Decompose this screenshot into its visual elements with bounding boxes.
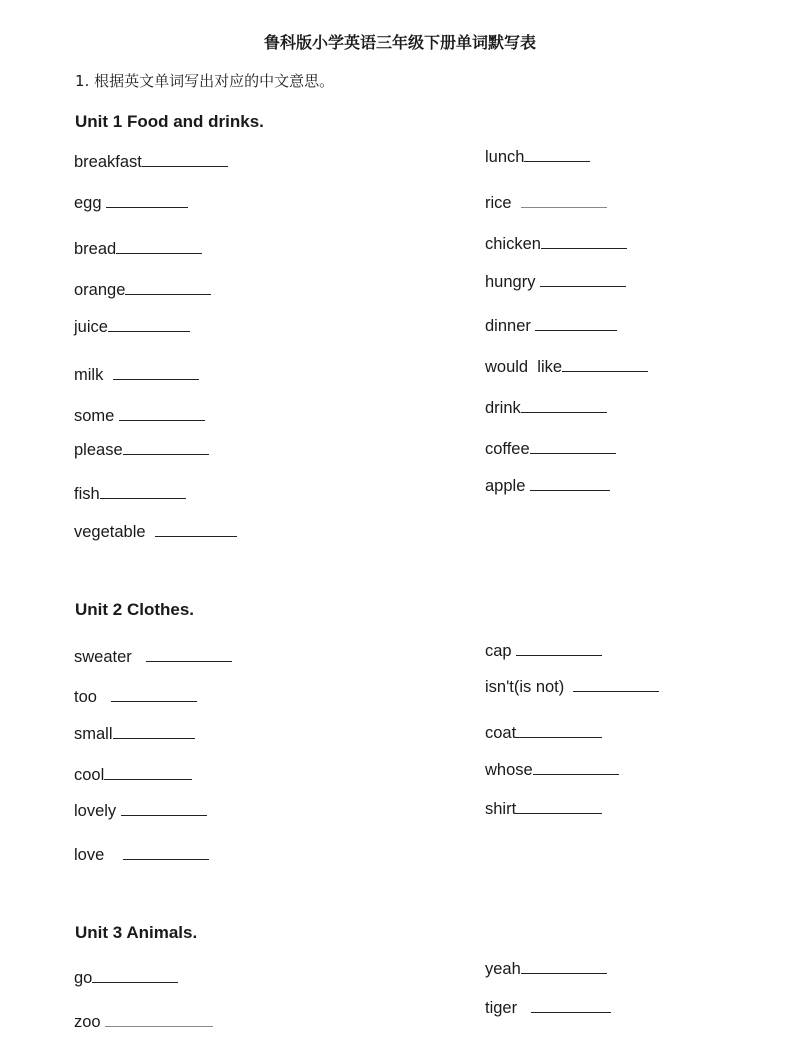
word-label: hungry (485, 273, 541, 291)
word-item (74, 722, 195, 744)
instruction-text: 1. 根据英文单词写出对应的中文意思。 (75, 72, 335, 90)
word-label: coffee (485, 440, 530, 458)
word-label: fish (74, 485, 100, 503)
word-item (485, 191, 607, 213)
word-label: isn't(is not) (485, 678, 574, 696)
word-label: love (74, 846, 123, 864)
answer-blank[interactable] (100, 482, 186, 499)
word-item (74, 482, 186, 504)
answer-blank[interactable] (106, 191, 188, 208)
answer-blank[interactable] (521, 396, 607, 413)
word-item (485, 996, 611, 1018)
word-label: would like (485, 358, 563, 376)
answer-blank[interactable] (119, 404, 205, 421)
word-label: yeah (485, 960, 521, 978)
page-title: 鲁科版小学英语三年级下册单词默写表 (263, 33, 536, 52)
answer-blank[interactable] (516, 721, 602, 738)
word-label: tiger (485, 999, 531, 1017)
answer-blank[interactable] (530, 474, 610, 491)
word-item (74, 363, 199, 385)
word-label: juice (74, 318, 108, 336)
answer-blank[interactable] (108, 315, 190, 332)
word-label: milk (74, 366, 113, 384)
word-item (485, 314, 617, 336)
unit-3-heading: Unit 3 Animals. (75, 923, 198, 942)
word-item (74, 191, 188, 213)
answer-blank[interactable] (111, 685, 197, 702)
answer-blank[interactable] (573, 675, 659, 692)
answer-blank[interactable] (123, 843, 209, 860)
word-item (74, 763, 192, 785)
word-label: dinner (485, 317, 536, 335)
word-label: small (74, 725, 113, 743)
word-label: chicken (485, 235, 541, 253)
word-label: breakfast (74, 153, 142, 171)
word-item (485, 797, 602, 819)
answer-blank[interactable] (524, 145, 590, 162)
answer-blank[interactable] (104, 763, 192, 780)
word-label: coat (485, 724, 517, 742)
word-item (74, 315, 190, 337)
word-item (74, 438, 209, 460)
word-label: shirt (485, 800, 517, 818)
word-label: cool (74, 766, 105, 784)
answer-blank[interactable] (142, 150, 228, 167)
word-item (485, 145, 590, 167)
unit-1-heading: Unit 1 Food and drinks. (75, 112, 264, 131)
word-item (485, 232, 627, 254)
word-item (74, 404, 205, 426)
word-label: vegetable (74, 523, 155, 541)
word-label: zoo (74, 1013, 106, 1031)
word-item (485, 437, 616, 459)
answer-blank[interactable] (541, 232, 627, 249)
word-item (485, 675, 659, 697)
word-item (485, 758, 619, 780)
word-label: egg (74, 194, 107, 212)
unit-2-heading: Unit 2 Clothes. (75, 600, 195, 619)
answer-blank[interactable] (113, 363, 199, 380)
word-label: rice (485, 194, 521, 212)
answer-blank[interactable] (531, 996, 611, 1013)
word-item (485, 639, 602, 661)
answer-blank[interactable] (530, 437, 616, 454)
word-label: apple (485, 477, 530, 495)
word-item (74, 520, 237, 542)
answer-blank[interactable] (146, 645, 232, 662)
word-label: lovely (74, 802, 121, 820)
answer-blank[interactable] (116, 237, 202, 254)
word-item (74, 966, 178, 988)
word-label: cap (485, 642, 517, 660)
word-label: drink (485, 399, 521, 417)
word-item (485, 474, 610, 496)
answer-blank[interactable] (521, 191, 607, 208)
answer-blank[interactable] (516, 639, 602, 656)
word-label: orange (74, 281, 126, 299)
answer-blank[interactable] (155, 520, 237, 537)
answer-blank[interactable] (533, 758, 619, 775)
word-item (74, 645, 232, 667)
answer-blank[interactable] (535, 314, 617, 331)
answer-blank[interactable] (125, 278, 211, 295)
word-item (485, 396, 607, 418)
word-item (74, 150, 228, 172)
word-item (74, 799, 207, 821)
word-item (485, 355, 648, 377)
word-label: lunch (485, 148, 525, 166)
word-item (485, 270, 626, 292)
word-item (74, 685, 197, 707)
answer-blank[interactable] (113, 722, 195, 739)
answer-blank[interactable] (92, 966, 178, 983)
word-item (74, 237, 202, 259)
word-label: some (74, 407, 119, 425)
word-item (485, 721, 602, 743)
word-item (74, 843, 209, 865)
answer-blank[interactable] (121, 799, 207, 816)
word-item (74, 278, 211, 300)
word-label: bread (74, 240, 117, 258)
word-item (74, 1010, 213, 1032)
answer-blank[interactable] (516, 797, 602, 814)
answer-blank[interactable] (521, 957, 607, 974)
word-item (485, 957, 607, 979)
word-label: sweater (74, 648, 146, 666)
answer-blank[interactable] (105, 1010, 213, 1027)
word-label: please (74, 441, 123, 459)
answer-blank[interactable] (562, 355, 648, 372)
answer-blank[interactable] (123, 438, 209, 455)
word-label: whose (485, 761, 533, 779)
word-label: too (74, 688, 111, 706)
word-label: go (74, 969, 93, 987)
answer-blank[interactable] (540, 270, 626, 287)
